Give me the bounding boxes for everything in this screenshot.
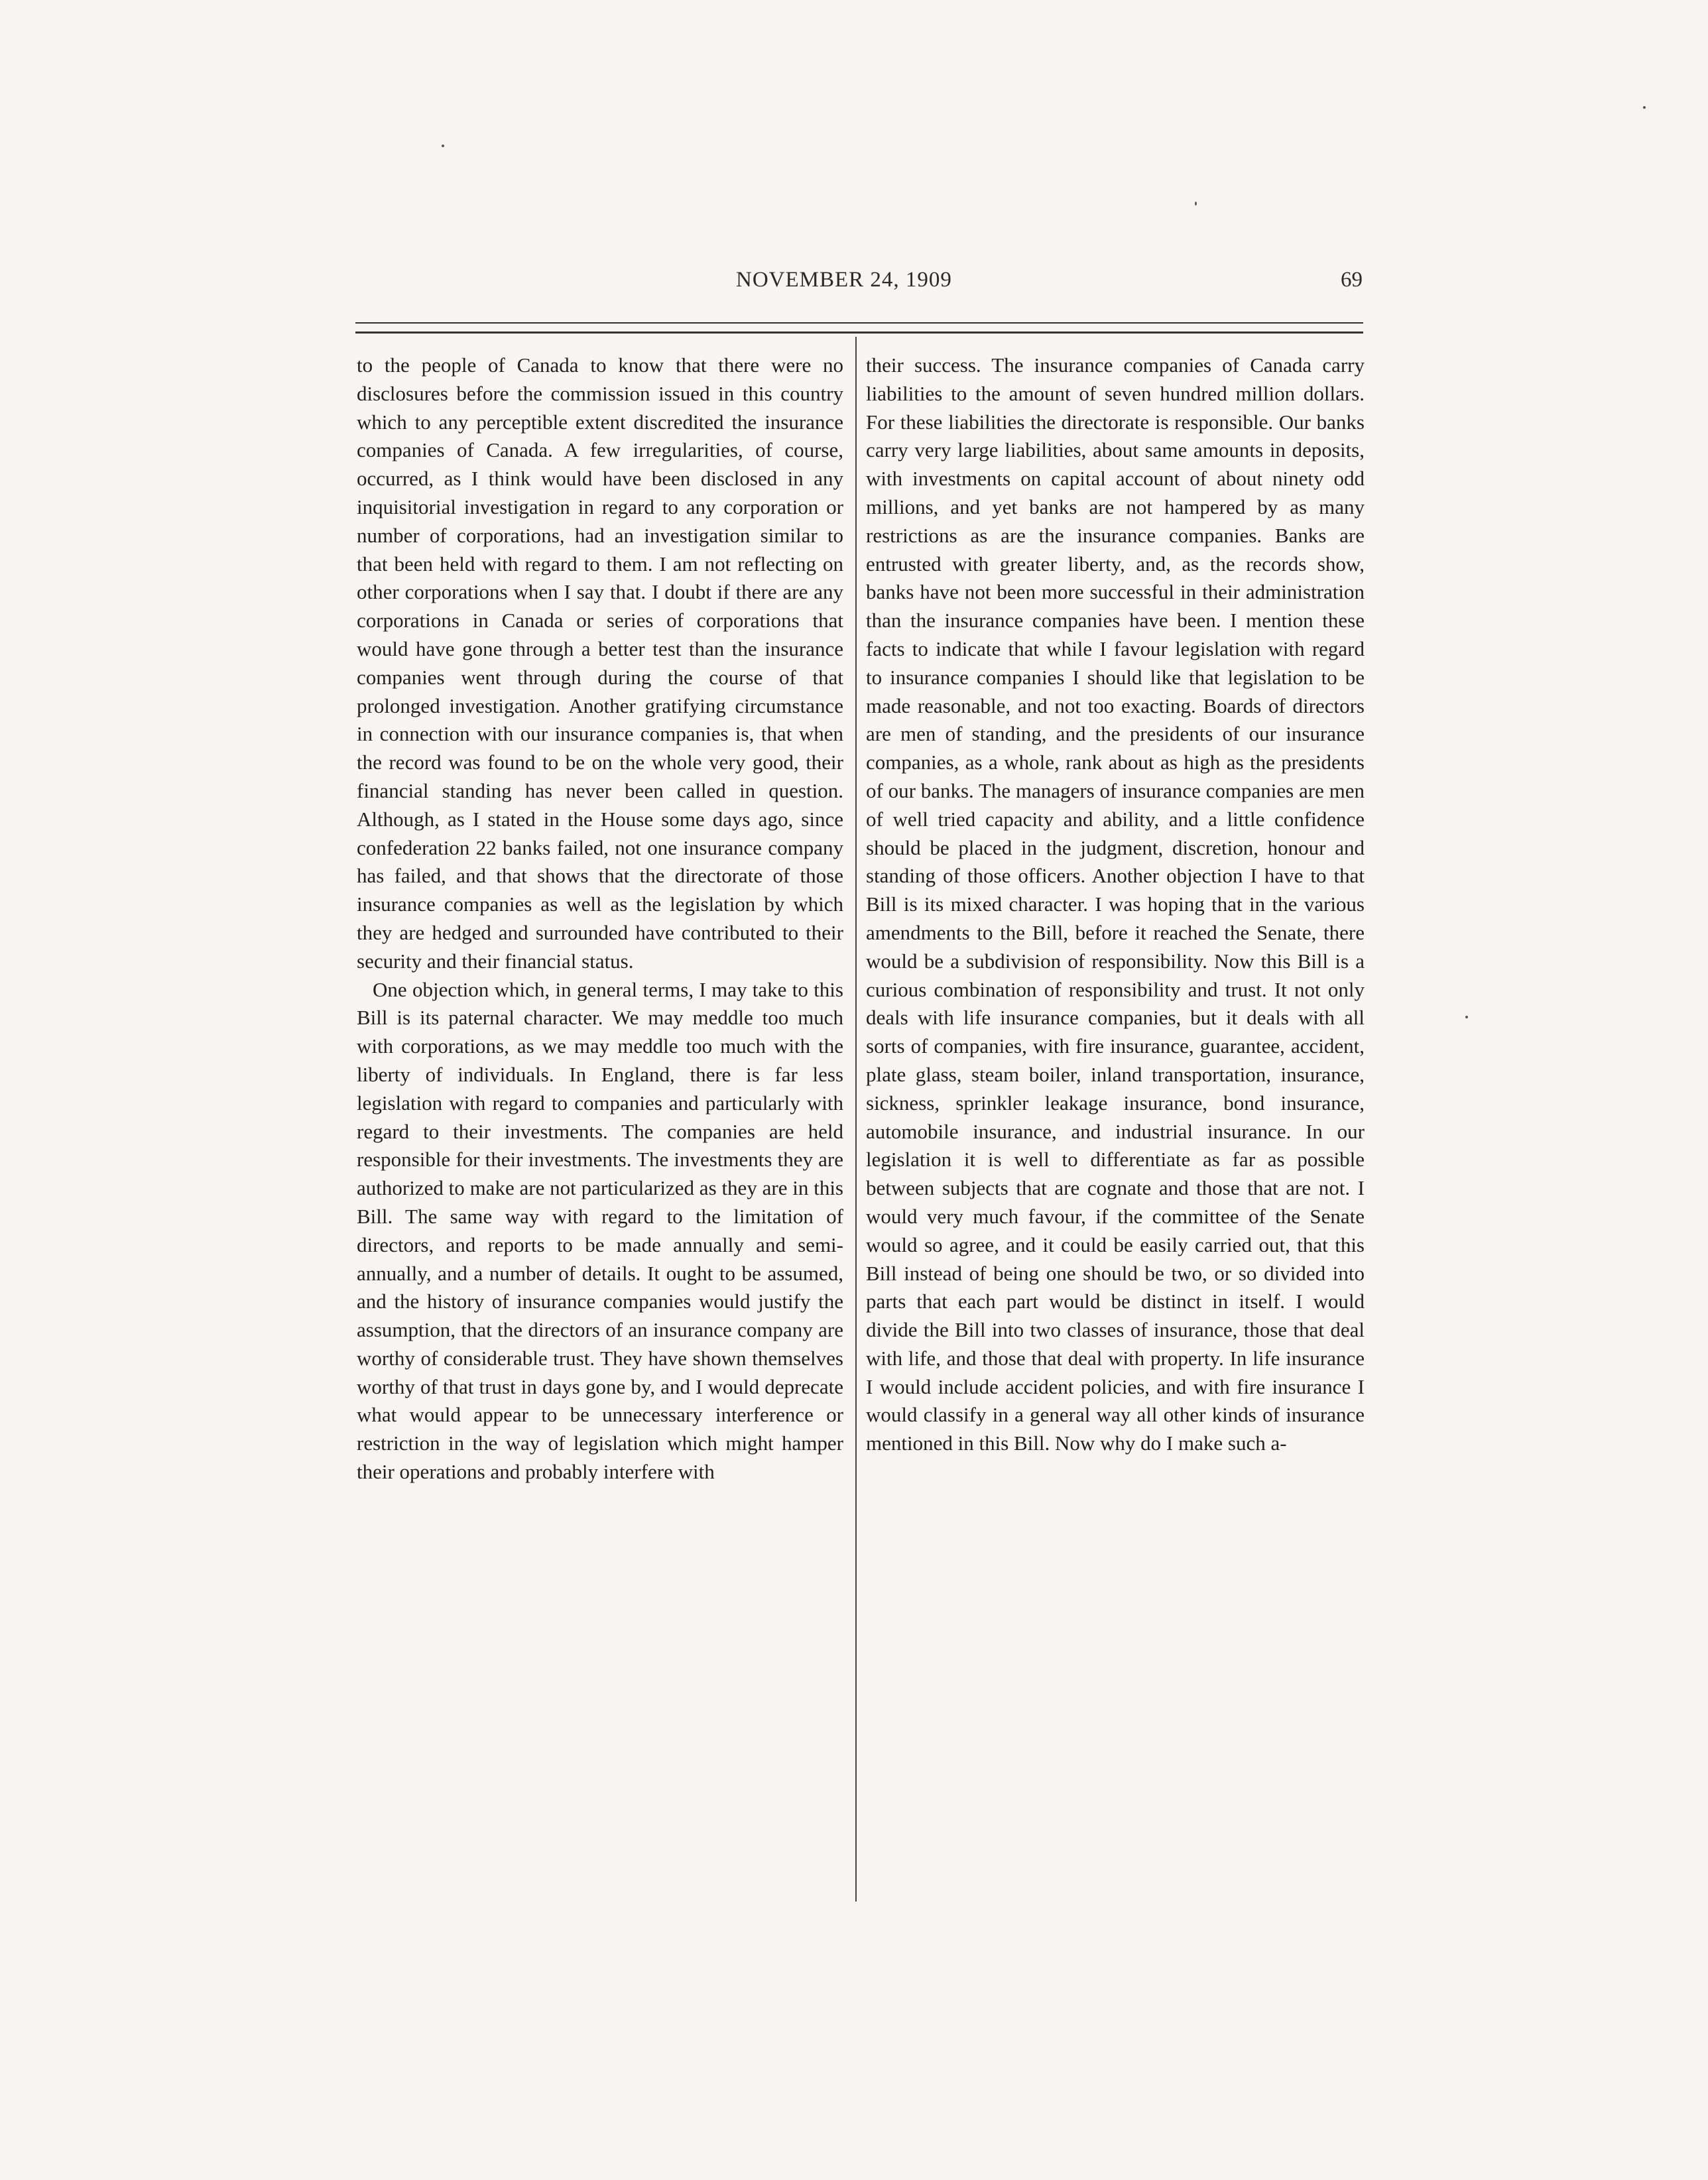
right-column bbox=[866, 351, 1365, 1458]
scan-speck bbox=[1465, 1016, 1468, 1018]
header-date: NOVEMBER 24, 1909 bbox=[736, 268, 952, 292]
header-rule-thick bbox=[355, 332, 1363, 333]
left-paragraph-2: One objection which, in general terms, I may take to this Bill is its paternal character. We may meddle too much with corporations, as we may meddle too much with the liberty of individuals. In England, there is far less legislation with regard to companies and particularly with regard to their investments. The companies are held responsible for their investments. The investments they are authorized to make are not particularized as they are in this Bill. The same way with regard to the limitation of directors, and reports to be made annually and semi-annually, and a number of details. It ought to be assumed, and the history of insurance companies would justify the assumption, that the directors of an insurance company are worthy of considerable trust. They have shown themselves worthy of that trust in days gone by, and I would deprecate what would appear to be unnecessary interference or restriction in the way of legislation which might hamper their operations and probably interfere with bbox=[357, 977, 843, 1484]
scan-speck bbox=[442, 145, 444, 147]
page-number: 69 bbox=[1341, 268, 1363, 292]
column-divider bbox=[855, 337, 857, 1902]
scan-speck bbox=[1195, 202, 1197, 206]
header-rule-thin bbox=[355, 322, 1363, 324]
right-paragraph-1: their success. The insurance companies of Canada carry liabilities to the amount of seven hundred million dollars. For these liabilities the directorate is responsible. Our banks carry very large liabilities, about same amounts in deposits, with investments on capital account of about ninety odd millions, and yet banks are not hampered by as many restrictions as are the insurance companies. Banks are entrusted with greater liberty, and, as the records show, banks have not been more successful in their administration than the insurance companies have been. I mention these facts to indicate that while I favour legislation with regard to insurance companies I should like that legislation to be made reasonable, and not too exacting. Boards of directors are men of standing, and the presidents of our insurance companies, as a whole, rank about as high as the presidents of our banks. The managers of insurance companies are men of well tried capacity and ability, and a little confidence should be placed in the judgment, discretion, honour and standing of those officers. Another objection I have to that Bill is its mixed character. I was hoping that in the various amendments to the Bill, before it reached the Senate, there would be a subdivision of responsibility. Now this Bill is a curious combination of responsibility and trust. It not only deals with life insurance companies, but it deals with all sorts of companies, with fire insurance, guarantee, accident, plate glass, steam boiler, inland transportation, insurance, sickness, sprinkler leakage insurance, bond insurance, automobile insurance, and industrial insurance. In our legislation it is well to differentiate as far as possible between subjects that are cognate and those that are not. I would very much favour, if the committee of the Senate would so agree, and it could be easily carried out, that this Bill instead of being one should be two, or so divided into parts that each part would be distinct in itself. I would divide the Bill into two classes of insurance, those that deal with life, and those that deal with property. In life insurance I would include accident policies, and with fire insurance I would classify in a general way all other kinds of insurance mentioned in this Bill. Now why do I make such a- bbox=[866, 353, 1365, 1455]
scan-speck bbox=[1643, 106, 1646, 109]
left-column bbox=[357, 351, 843, 1486]
left-paragraph-1: to the people of Canada to know that there were no disclosures before the commission issued in this country which to any perceptible extent discredited the insurance companies of Canada. A few irregularities, of course, occurred, as I think would have been disclosed in any inquisitorial investigation in regard to any corporation or number of corporations, had an investigation similar to that been held with regard to them. I am not reflecting on other corporations when I say that. I doubt if there are any corporations in Canada or series of corporations that would have gone through a better test than the insurance companies went through during the course of that prolonged investigation. Another gratifying circumstance in connection with our insurance companies is, that when the record was found to be on the whole very good, their financial standing has never been called in question. Although, as I stated in the House some days ago, since confederation 22 banks failed, not one insurance company has failed, and that shows that the directorate of those insurance companies as well as the legislation by which they are hedged and surrounded have contributed to their security and their financial status. bbox=[357, 353, 843, 973]
